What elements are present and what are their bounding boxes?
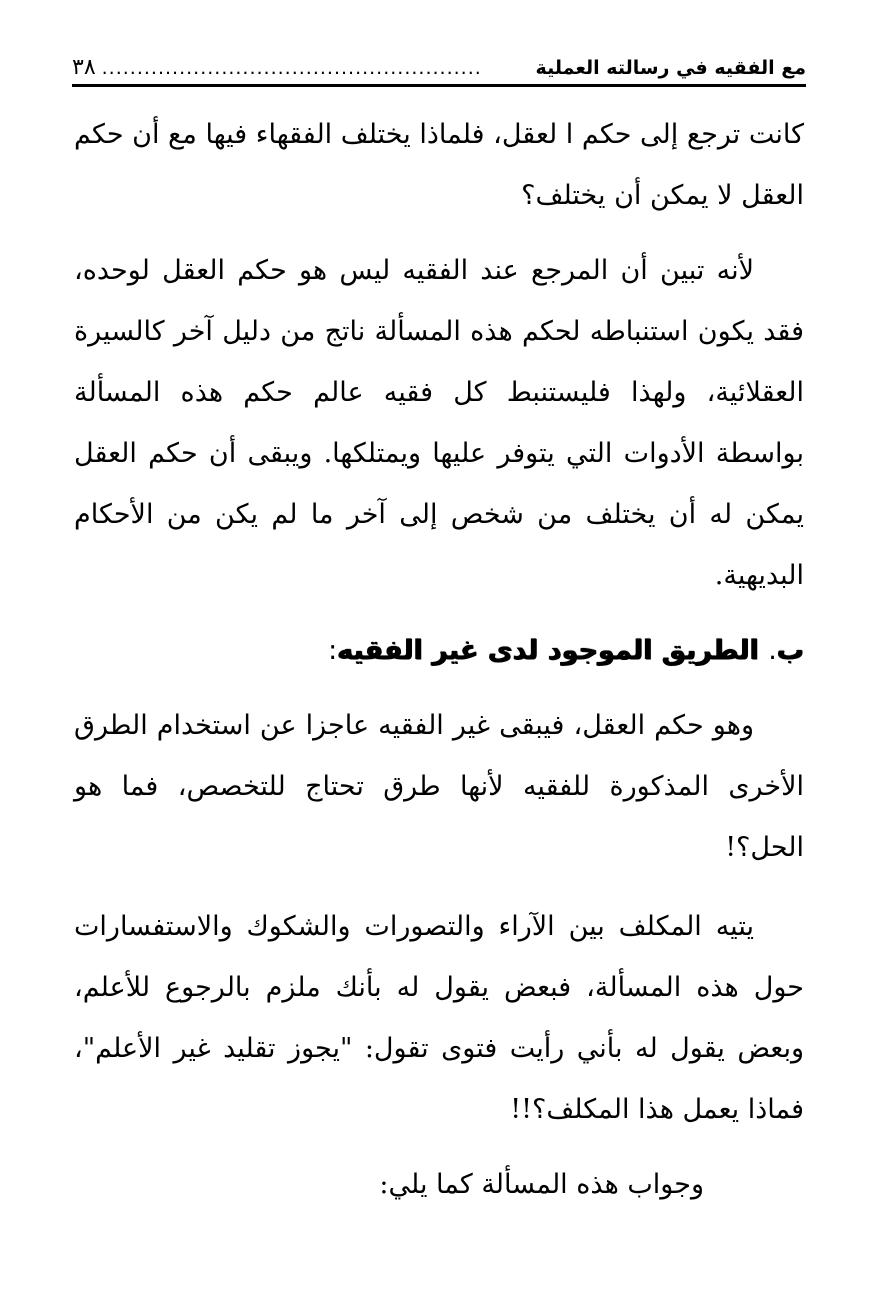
subheading-colon: : (328, 635, 338, 666)
paragraph-reason: لأنه تبين أن المرجع عند الفقيه ليس هو حكم العقل لوحده، فقد يكون استنباطه لحكم هذه المسألة ناتج من دليل آخر كالسيرة العقلائية، ولهذا فليستنبط كل فقيه عالم حكم هذه المسألة بواسطة الأدوات التي يتوفر عليها ويمتلكها. ويبقى أن حكم العقل يمكن له أن يختلف من شخص إلى آخر ما لم يكن من الأحكام البديهية. (74, 255, 804, 591)
page-body (74, 104, 804, 1215)
header-leader-dots: ...................................................... (101, 57, 482, 79)
paragraph-answer-intro: وجواب هذه المسألة كما يلي: (379, 1169, 704, 1200)
header-rule (72, 84, 806, 87)
running-header (72, 46, 806, 82)
subheading-text: الطريق الموجود لدى غير الفقيه (337, 635, 759, 666)
page-number: ٣٨ (72, 55, 96, 80)
paragraph-confusion: يتيه المكلف بين الآراء والتصورات والشكوك والاستفسارات حول هذه المسألة، فبعض يقول له بأنك ملزم بالرجوع للأعلم، وبعض يقول له بأني رأيت فتوى تقول: "يجوز تقليد غير الأعلم"، فماذا يعمل هذا المكلف؟!! (74, 911, 804, 1125)
header-running-title: مع الفقيه في رسالته العملية (535, 57, 806, 79)
subheading-dot: . (768, 635, 777, 666)
paragraph-non-jurist: وهو حكم العقل، فيبقى غير الفقيه عاجزا عن استخدام الطرق الأخرى المذكورة للفقيه لأنها طرق تحتاج للتخصص، فما هو الحل؟! (74, 710, 804, 863)
paragraph-continued: كانت ترجع إلى حكم ا لعقل، فلماذا يختلف الفقهاء فيها مع أن حكم العقل لا يمكن أن يختلف؟ (73, 119, 804, 211)
header-number-group (72, 54, 488, 82)
section-subheading (74, 620, 804, 681)
subheading-letter: ب (776, 635, 804, 666)
